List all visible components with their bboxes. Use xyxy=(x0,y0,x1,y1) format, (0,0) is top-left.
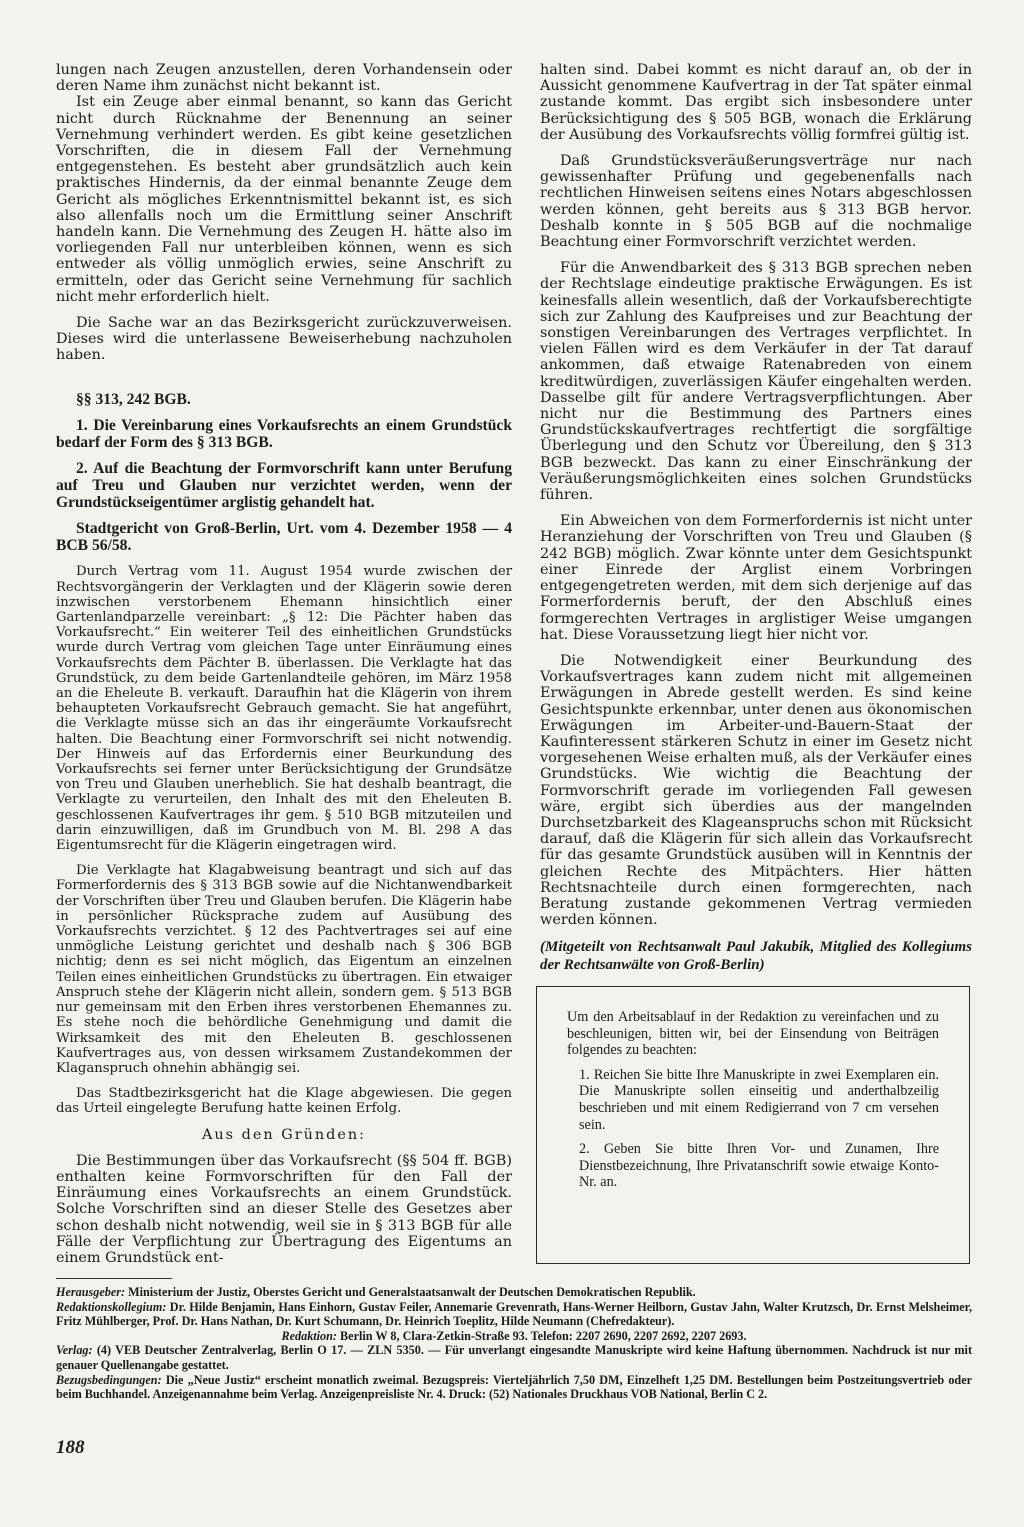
author-credit: (Mitgeteilt von Rechtsanwalt Paul Jakubik, Mitglied des Kollegiums der Rechtsanwälte von Groß-Berlin) xyxy=(540,939,972,974)
paragraph: lungen nach Zeugen anzustellen, deren Vorhandensein oder deren Name ihm zunächst nicht bekannt ist. xyxy=(56,62,512,95)
paragraph: Daß Grundstücksveräußerungsverträge nur nach gewissenhafter Prüfung und gegebenenfalls nach rechtlichen Hinweisen seitens eines Notars abgeschlossen werden können, geht bereits aus § 313 BGB hervor. Deshalb konnte in § 505 BGB auf die nochmalige Beachtung einer Formvorschrift verzichtet werden. xyxy=(540,153,972,251)
imprint-board: Redaktionskollegium: Dr. Hilde Benjamin, Hans Einhorn, Gustav Feiler, Annemarie Grevenrath, Hans-Werner Heilborn, Gustav Jahn, Walter Krutzsch, Dr. Ernst Melsheimer, Fritz Mühlberger, Prof. Dr. Hans Nathan, Dr. Kurt Schumann, Dr. Heinrich Toeplitz, Hilde Neumann (Chefredakteur). xyxy=(56,1299,973,1329)
headnote: 2. Auf die Beachtung der Formvorschrift kann unter Berufung auf Treu und Glauben nur verzichtet werden, wenn der Grundstückseigentümer arglistig gehandelt hat. xyxy=(56,460,512,511)
notice-intro: Um den Arbeitsablauf in der Redaktion zu vereinfachen und zu beschleunigen, bitten wir, bei der Einsendung von Beiträgen folgendes zu beachten: xyxy=(567,1009,939,1059)
footer-divider xyxy=(56,1278,172,1279)
notice-item: 2. Geben Sie bitte Ihren Vor- und Zunamen, Ihre Dienstbezeichnung, Ihre Privatanschrift sowie etwaige Konto-Nr. an. xyxy=(579,1141,939,1191)
court-citation: Stadtgericht von Groß-Berlin, Urt. vom 4. Dezember 1958 — 4 BCB 56/58. xyxy=(56,520,512,554)
paragraph: Für die Anwendbarkeit des § 313 BGB sprechen neben der Rechtslage eindeutige praktische Erwägungen. Es ist keinesfalls allein wesentlich, daß der Vorkaufsberechtigte sich zur Zahlung des Kaufpreises und zur Beachtung der sonstigen Vereinbarungen des Vertrages verpflichtet. In vielen Fällen wird es dem Verkäufer in der Tat darauf ankommen, daß etwaige Ratenabreden von einem kreditwürdigen, zuverlässigen Käufer eingehalten werden. Dasselbe gilt für andere Vertragsverpflichtungen. Aber nicht nur die Bestimmung des Partners eines Grundstückskaufvertrages rechtfertigt die sorgfältige Überlegung und den Schutz vor Übereilung, den § 313 BGB bezweckt. Das kann zu einer Einschränkung der Veräußerungsmöglichkeiten eines solchen Grundstücks führen. xyxy=(540,260,972,504)
imprint xyxy=(56,1285,972,1402)
facts-paragraph: Die Verklagte hat Klagabweisung beantragt und sich auf das Formerfordernis des § 313 BGB sowie auf die Nichtanwendbarkeit der Vorschriften über Treu und Glauben berufen. Die Klägerin habe in persönlicher Rücksprache zudem auf Ausübung des Vorkaufsrechts verzichtet. § 12 des Pachtvertrages sei auf eine unmögliche Leistung gerichtet und deshalb nach § 306 BGB nichtig; denn es sei nicht möglich, das Eigentum an einzelnen Teilen eines einheitlichen Grundstücks zu übertragen. Ein etwaiger Anspruch stehe der Klägerin nicht allein, sondern gem. § 513 BGB nur gemeinsam mit den Erben ihres verstorbenen Ehemannes zu. Es stehe noch die behördliche Genehmigung und damit die Wirksamkeit des mit den Eheleuten B. geschlossenen Kaufvertrages aus, von dessen wirksamem Zustandekommen der Klaganspruch ohnehin abhängig sei. xyxy=(56,863,512,1076)
paragraph: Ein Abweichen von dem Formerfordernis ist nicht unter Heranziehung der Vorschriften von Treu und Glauben (§ 242 BGB) möglich. Zwar könnte unter dem Gesichtspunkt einer Einrede der Arglist einem Vorbringen entgegengetreten werden, mit dem sich derjenige auf das Formerfordernis beruft, der den Abschluß eines formgerechten Vertrages in arglistiger Weise umgangen hat. Diese Voraussetzung liegt hier nicht vor. xyxy=(540,513,972,643)
page-number: 188 xyxy=(56,1437,85,1458)
left-column xyxy=(56,62,512,1266)
section-heading: Aus den Gründen: xyxy=(202,1126,366,1143)
right-column xyxy=(540,62,972,974)
editorial-notice-box xyxy=(536,986,970,1264)
paragraph: Ist ein Zeuge aber einmal benannt, so kann das Gericht nicht durch Rücknahme der Benennung an seiner Vernehmung verhindert werden. Es gibt keine gesetzlichen Vorschriften, die in diesem Fall der Vernehmung entgegenstehen. Es besteht aber grundsätzlich auch kein praktisches Hindernis, da der einmal benannte Zeuge dem Gericht als mögliches Erkenntnismittel bekannt ist, es sich also allenfalls noch um die Ermittlung seiner Anschrift handeln kann. Die Vernehmung des Zeugen H. hätte also im vorliegenden Fall nur unterbleiben können, wenn es sich entweder als völlig unmöglich erwies, seine Anschrift zu ermitteln, oder das Gericht seine Vernehmung für sachlich nicht mehr erforderlich hielt. xyxy=(56,94,512,305)
imprint-editorial: Redaktion: Berlin W 8, Clara-Zetkin-Straße 93. Telefon: 2207 2690, 2207 2692, 2207 2693. xyxy=(281,1328,747,1343)
paragraph: halten sind. Dabei kommt es nicht darauf an, ob der in Aussicht genommene Kaufvertrag in der Tat später einmal zustande kommt. Das ergibt sich insbesondere unter Berücksichtigung des § 505 BGB, wonach die Erklärung der Ausübung des Vorkaufsrechts völlig formfrei gültig ist. xyxy=(540,62,972,143)
facts-paragraph: Das Stadtbezirksgericht hat die Klage abgewiesen. Die gegen das Urteil eingelegte Berufung hatte keinen Erfolg. xyxy=(56,1086,512,1117)
imprint-terms: Bezugsbedingungen: Die „Neue Justiz“ erscheint monatlich zweimal. Bezugspreis: Vierteljährlich 7,50 DM, Einzelheft 1,25 DM. Bestellungen beim Postzeitungsvertrieb oder beim Buchhandel. Anzeigenannahme beim Verlag. Anzeigenpreisliste Nr. 4. Druck: (52) Nationales Druckhaus VOB National, Berlin C 2. xyxy=(56,1372,973,1402)
imprint-publisher-house: Verlag: (4) VEB Deutscher Zentralverlag, Berlin O 17. — ZLN 5350. — Für unverlangt eingesandte Manuskripte wird keine Haftung übernommen. Nachdruck ist nur mit genauer Quellenangabe gestattet. xyxy=(56,1343,973,1372)
notice-content xyxy=(567,1009,939,1199)
facts-paragraph: Durch Vertrag vom 11. August 1954 wurde zwischen der Rechtsvorgängerin der Verklagten und der Klägerin sowie deren inzwischen verstorbenem Ehemann hinsichtlich einer Gartenlandparzelle vereinbart: „§ 12: Die Pächter haben das Vorkaufsrecht.“ Ein weiterer Teil des einheitlichen Grundstücks wurde durch Vertrag vom gleichen Tage unter Einräumung eines Vorkaufsrechts dem Pächter B. überlassen. Die Verklagte hat das Grundstück, zu dem beide Gartenlandteile gehören, im März 1958 an die Eheleute B. verkauft. Daraufhin hat die Klägerin von ihrem behaupteten Vorkaufsrecht Gebrauch gemacht. Sie hat angeführt, die Verklagte müsse sich an das ihr eingeräumte Vorkaufsrecht halten. Die Beachtung einer Formvorschrift sei nicht notwendig. Der Hinweis auf das Erfordernis einer Beurkundung des Vorkaufsrechts sei ferner unter Berücksichtigung der Grundsätze von Treu und Glauben unerheblich. Sie hat deshalb beantragt, die Verklagte zu verurteilen, den Inhalt des mit den Eheleuten B. geschlossenen Kaufvertrages ihr gem. § 510 BGB mitzuteilen und darin einzuwilligen, daß im Grundbuch von M. Bl. 298 A das Eigentumsrecht für die Klägerin eingetragen wird. xyxy=(56,564,512,854)
imprint-publisher: Herausgeber: Ministerium der Justiz, Oberstes Gericht und Generalstaatsanwalt der Deutschen Demokratischen Republik. xyxy=(56,1285,696,1299)
statute-reference: §§ 313, 242 BGB. xyxy=(76,390,191,408)
paragraph: Die Notwendigkeit einer Beurkundung des Vorkaufsvertrages kann zudem nicht mit allgemeinen Erwägungen in Abrede gestellt werden. Es sind keine Gesichtspunkte erkennbar, unter denen aus ökonomischen Erwägungen im Arbeiter-und-Bauern-Staat der Kaufinteressent stärkeren Schutz in einer im Gesetz nicht vorgesehenen Weise erhalten muß, als der Verkäufer eines Grundstücks. Wie wichtig die Beachtung der Formvorschrift gerade im vorliegenden Fall gewesen wäre, ergibt sich überdies aus der mangelnden Durchsetzbarkeit des Klageanspruchs schon mit Rücksicht darauf, daß die Klägerin für sich allein das Vorkaufsrecht für das gesamte Grundstück ausüben will in Kenntnis der gleichen Rechte des Mitpächters. Hier hätten Rechtsnachteile durch einen formgerechten, nach Beratung zustande gekommenen Vertrag vermieden werden können. xyxy=(540,652,972,929)
paragraph: Die Sache war an das Bezirksgericht zurückzuverweisen. Dieses wird die unterlassene Beweiserhebung nachzuholen haben. xyxy=(56,315,512,364)
notice-item: 1. Reichen Sie bitte Ihre Manuskripte in zwei Exemplaren ein. Die Manuskripte sollen einseitig und anderthalbzeilig beschrieben und mit einem Redigierrand von 7 cm versehen sein. xyxy=(579,1066,939,1133)
headnote: 1. Die Vereinbarung eines Vorkaufsrechts an einem Grundstück bedarf der Form des § 313 BGB. xyxy=(56,417,512,451)
paragraph: Die Bestimmungen über das Vorkaufsrecht (§§ 504 ff. BGB) enthalten keine Formvorschriften für den Fall der Einräumung eines Vorkaufsrechts an einem Grundstück. Solche Vorschriften sind an dieser Stelle des Gesetzes aber schon deshalb nicht notwendig, weil sie in § 313 BGB für alle Fälle der Verpflichtung zur Übertragung des Eigentums an einem Grundstück ent- xyxy=(56,1152,512,1266)
